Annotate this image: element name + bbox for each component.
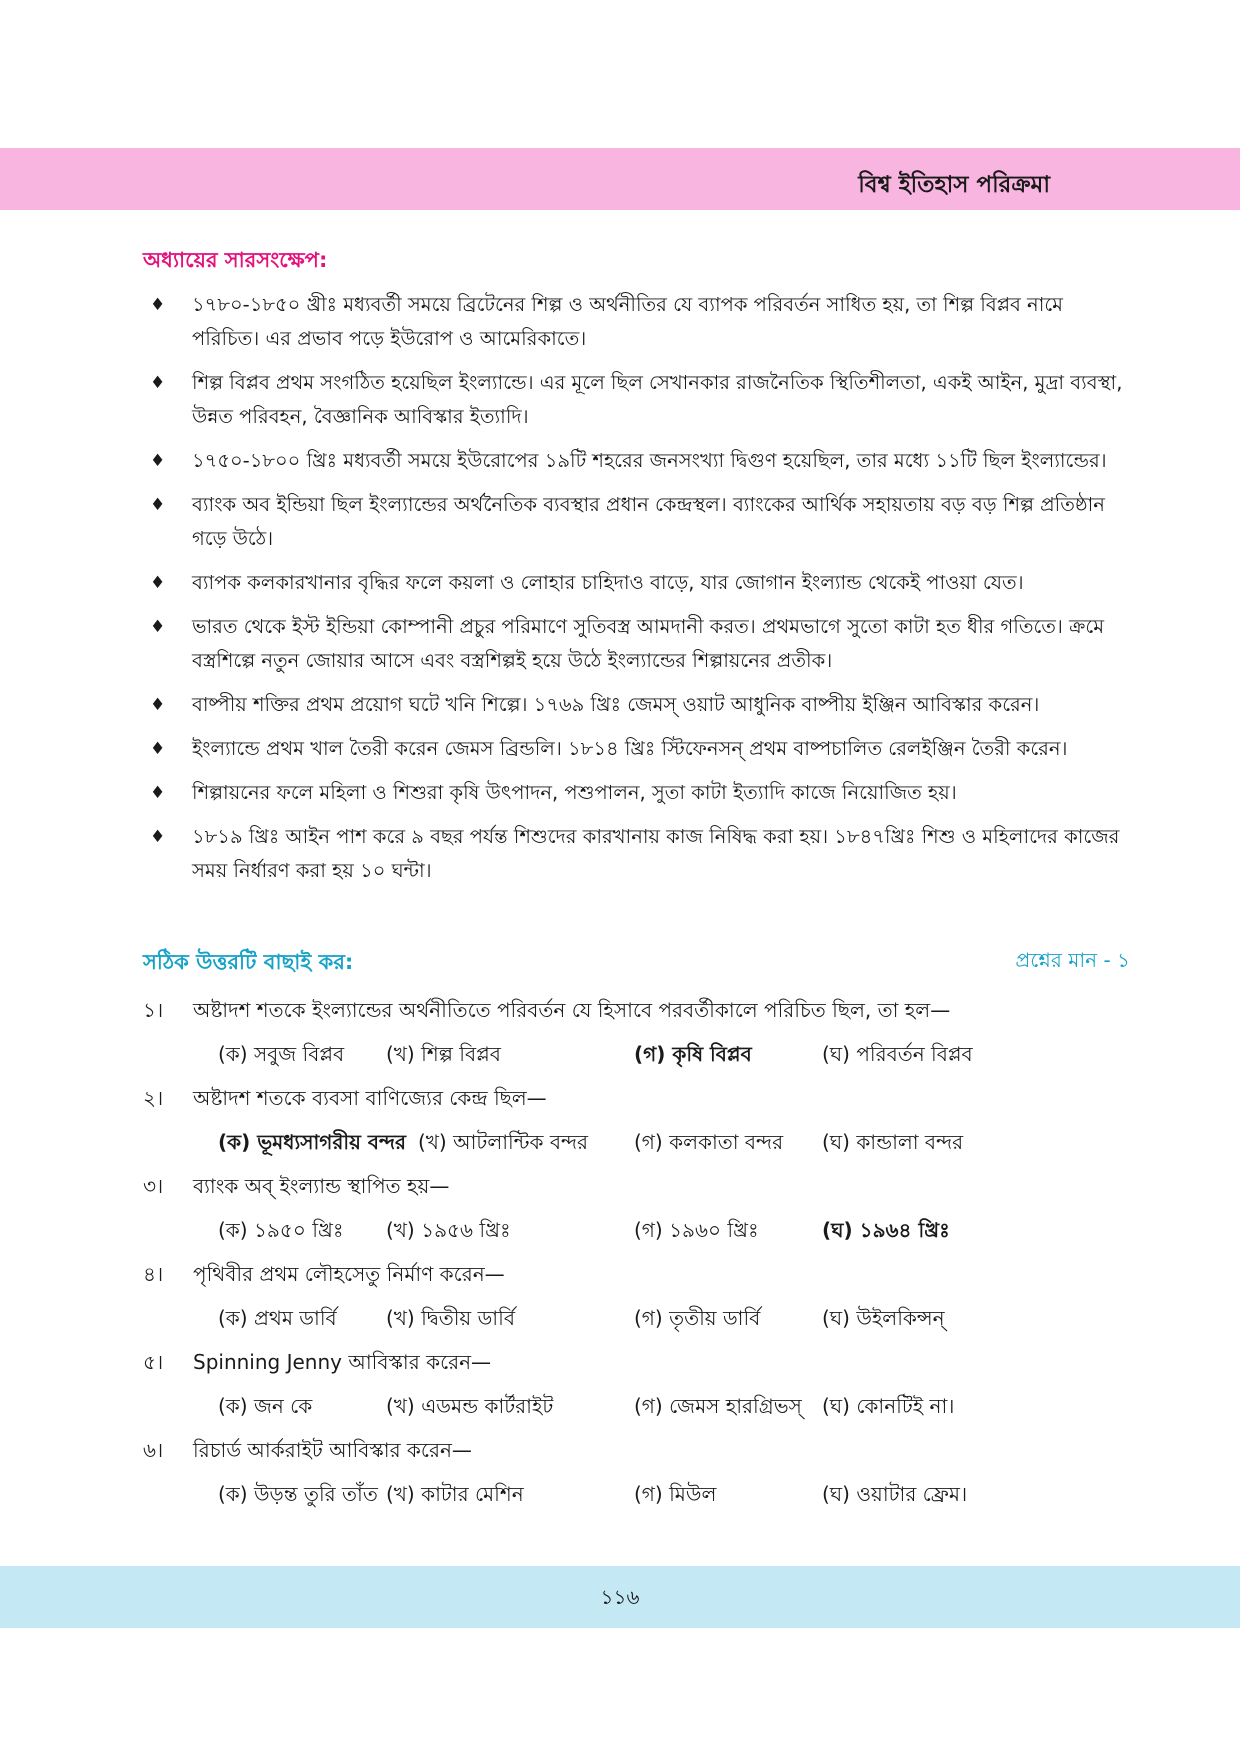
option-d: (ঘ) ১৯৬৪ খ্রিঃ: [822, 1218, 950, 1242]
option-row: [143, 1120, 1133, 1164]
question: [143, 1076, 1133, 1164]
header-band: [0, 148, 1240, 210]
question-number: ৫।: [143, 1350, 164, 1374]
option-d: (ঘ) ওয়াটার ফ্রেম।: [822, 1482, 968, 1506]
question-number: ১।: [143, 998, 164, 1022]
diamond-bullet-icon: ♦: [150, 739, 166, 759]
option-a: (ক) ১৯৫০ খ্রিঃ: [218, 1218, 344, 1242]
diamond-bullet-icon: ♦: [150, 451, 166, 471]
option-d: (ঘ) পরিবর্তন বিপ্লব: [822, 1042, 973, 1066]
option-a: (ক) জন কে: [218, 1394, 313, 1418]
option-row: [143, 1296, 1133, 1340]
option-d: (ঘ) উইলকিন্সন্: [822, 1306, 945, 1330]
list-item: [150, 566, 1135, 600]
list-item-text: ১৭৫০-১৮০০ খ্রিঃ মধ্যবর্তী সময়ে ইউরোপের ১৯টি শহরের জনসংখ্যা দ্বিগুণ হয়েছিল, তার মধ্যে ১১টি ছিল ইংল্যান্ডের।: [192, 449, 1107, 472]
question-list: [143, 988, 1133, 1516]
question-stem: [143, 1428, 1133, 1472]
option-b: (খ) কাটার মেশিন: [386, 1482, 524, 1506]
option-c: (গ) জেমস হারগ্রিভস্: [634, 1394, 802, 1418]
option-c: (গ) তৃতীয় ডার্বি: [634, 1306, 761, 1330]
question: [143, 1340, 1133, 1428]
list-item-text: বাষ্পীয় শক্তির প্রথম প্রয়োগ ঘটে খনি শিল্পে। ১৭৬৯ খ্রিঃ জেমস্ ওয়াট আধুনিক বাষ্পীয় ইঞ্জিন আবিস্কার করেন।: [192, 693, 1040, 716]
diamond-bullet-icon: ♦: [150, 827, 166, 847]
summary-list: [150, 288, 1135, 898]
question-text: ব্যাংক অব্ ইংল্যান্ড স্থাপিত হয়—: [193, 1174, 450, 1198]
option-c: (গ) কলকাতা বন্দর: [634, 1130, 784, 1154]
question: [143, 1428, 1133, 1516]
list-item-text: ব্যাংক অব ইন্ডিয়া ছিল ইংল্যান্ডের অর্থনৈতিক ব্যবস্থার প্রধান কেন্দ্রস্থল। ব্যাংকের আর্থিক সহায়তায় বড় বড় শিল্প প্রতিষ্ঠান গড়ে উঠে।: [192, 493, 1105, 550]
marks-label: প্রশ্নের মান - ১: [1015, 948, 1130, 972]
list-item-text: ১৭৮০-১৮৫০ খ্রীঃ মধ্যবর্তী সময়ে ব্রিটেনের শিল্প ও অর্থনীতির যে ব্যাপক পরিবর্তন সাধিত হয়, তা শিল্প বিপ্লব নামে পরিচিত। এর প্রভাব পড়ে ইউরোপ ও আমেরিকাতে।: [192, 293, 1064, 350]
question-text: পৃথিবীর প্রথম লৌহসেতু নির্মাণ করেন—: [193, 1262, 505, 1286]
list-item: [150, 776, 1135, 810]
question-number: ২।: [143, 1086, 164, 1110]
list-item: [150, 610, 1135, 678]
list-item: [150, 688, 1135, 722]
question-text: Spinning Jenny আবিস্কার করেন—: [193, 1350, 492, 1374]
question: [143, 1252, 1133, 1340]
question-stem: [143, 1252, 1133, 1296]
list-item: [150, 288, 1135, 356]
option-d: (ঘ) কান্ডালা বন্দর: [822, 1130, 964, 1154]
diamond-bullet-icon: ♦: [150, 573, 166, 593]
question-stem: [143, 1164, 1133, 1208]
list-item-text: ভারত থেকে ইস্ট ইন্ডিয়া কোম্পানী প্রচুর পরিমাণে সুতিবস্ত্র আমদানী করত। প্রথমভাগে সুতো কাটা হত ধীর গতিতে। ক্রমে বস্ত্রশিল্পে নতুন জোয়ার আসে এবং বস্ত্রশিল্পই হয়ে উঠে ইংল্যান্ডের শিল্পায়নের প্রতীক।: [192, 615, 1105, 672]
option-b: (খ) শিল্প বিপ্লব: [386, 1042, 501, 1066]
option-a: (ক) ভূমধ্যসাগরীয় বন্দর: [218, 1130, 407, 1154]
option-a: (ক) উড়ন্ত তুরি তাঁত: [218, 1482, 378, 1506]
list-item-text: শিল্প বিপ্লব প্রথম সংগঠিত হয়েছিল ইংল্যান্ডে। এর মূলে ছিল সেখানকার রাজনৈতিক স্থিতিশীলতা, একই আইন, মুদ্রা ব্যবস্থা, উন্নত পরিবহন, বৈজ্ঞানিক আবিস্কার ইত্যাদি।: [192, 371, 1123, 428]
question-stem: [143, 988, 1133, 1032]
question-number: ৬।: [143, 1438, 164, 1462]
option-row: [143, 1032, 1133, 1076]
option-row: [143, 1384, 1133, 1428]
diamond-bullet-icon: ♦: [150, 617, 166, 637]
option-d: (ঘ) কোনটিই না।: [822, 1394, 955, 1418]
question: [143, 988, 1133, 1076]
summary-heading: অধ্যায়ের সারসংক্ষেপ:: [143, 248, 328, 272]
option-b: (খ) এডমন্ড কার্টরাইট: [386, 1394, 554, 1418]
list-item: [150, 366, 1135, 434]
option-c: (গ) মিউল: [634, 1482, 717, 1506]
option-a: (ক) সবুজ বিপ্লব: [218, 1042, 345, 1066]
book-title: বিশ্ব ইতিহাস পরিক্রমা: [858, 172, 1050, 198]
option-row: [143, 1472, 1133, 1516]
question-text: অষ্টাদশ শতকে ইংল্যান্ডের অর্থনীতিতে পরিবর্তন যে হিসাবে পরবর্তীকালে পরিচিত ছিল, তা হল—: [193, 998, 951, 1022]
footer-band: [0, 1566, 1240, 1628]
diamond-bullet-icon: ♦: [150, 373, 166, 393]
diamond-bullet-icon: ♦: [150, 495, 166, 515]
question: [143, 1164, 1133, 1252]
list-item-text: ইংল্যান্ডে প্রথম খাল তৈরী করেন জেমস ব্রিন্ডলি। ১৮১৪ খ্রিঃ স্টিফেনসন্ প্রথম বাষ্পচালিত রেলইঞ্জিন তৈরী করেন।: [192, 737, 1068, 760]
question-number: ৪।: [143, 1262, 164, 1286]
question-stem: [143, 1340, 1133, 1384]
diamond-bullet-icon: ♦: [150, 783, 166, 803]
option-b: (খ) ১৯৫৬ খ্রিঃ: [386, 1218, 511, 1242]
option-b: (খ) দ্বিতীয় ডার্বি: [386, 1306, 515, 1330]
option-c: (গ) ১৯৬০ খ্রিঃ: [634, 1218, 759, 1242]
list-item: [150, 732, 1135, 766]
mcq-heading: সঠিক উত্তরটি বাছাই কর:: [143, 950, 354, 974]
list-item-text: ব্যাপক কলকারখানার বৃদ্ধির ফলে কয়লা ও লোহার চাহিদাও বাড়ে, যার জোগান ইংল্যান্ড থেকেই পাওয়া যেত।: [192, 571, 1024, 594]
diamond-bullet-icon: ♦: [150, 695, 166, 715]
list-item: [150, 820, 1135, 888]
option-b: (খ) আটলান্টিক বন্দর: [418, 1130, 589, 1154]
list-item-text: শিল্পায়নের ফলে মহিলা ও শিশুরা কৃষি উৎপাদন, পশুপালন, সুতা কাটা ইত্যাদি কাজে নিয়োজিত হয়।: [192, 781, 957, 804]
list-item: [150, 444, 1135, 478]
list-item: [150, 488, 1135, 556]
option-c: (গ) কৃষি বিপ্লব: [634, 1042, 752, 1066]
option-a: (ক) প্রথম ডার্বি: [218, 1306, 337, 1330]
question-text: রিচার্ড আর্করাইট আবিস্কার করেন—: [193, 1438, 472, 1462]
list-item-text: ১৮১৯ খ্রিঃ আইন পাশ করে ৯ বছর পর্যন্ত শিশুদের কারখানায় কাজ নিষিদ্ধ করা হয়। ১৮৪৭খ্রিঃ শিশু ও মহিলাদের কাজের সময় নির্ধারণ করা হয় ১০ ঘন্টা।: [192, 825, 1120, 882]
page-number: ১১৬: [600, 1585, 640, 1609]
question-text: অষ্টাদশ শতকে ব্যবসা বাণিজ্যের কেন্দ্র ছিল—: [193, 1086, 547, 1110]
question-number: ৩।: [143, 1174, 164, 1198]
option-row: [143, 1208, 1133, 1252]
diamond-bullet-icon: ♦: [150, 295, 166, 315]
question-stem: [143, 1076, 1133, 1120]
